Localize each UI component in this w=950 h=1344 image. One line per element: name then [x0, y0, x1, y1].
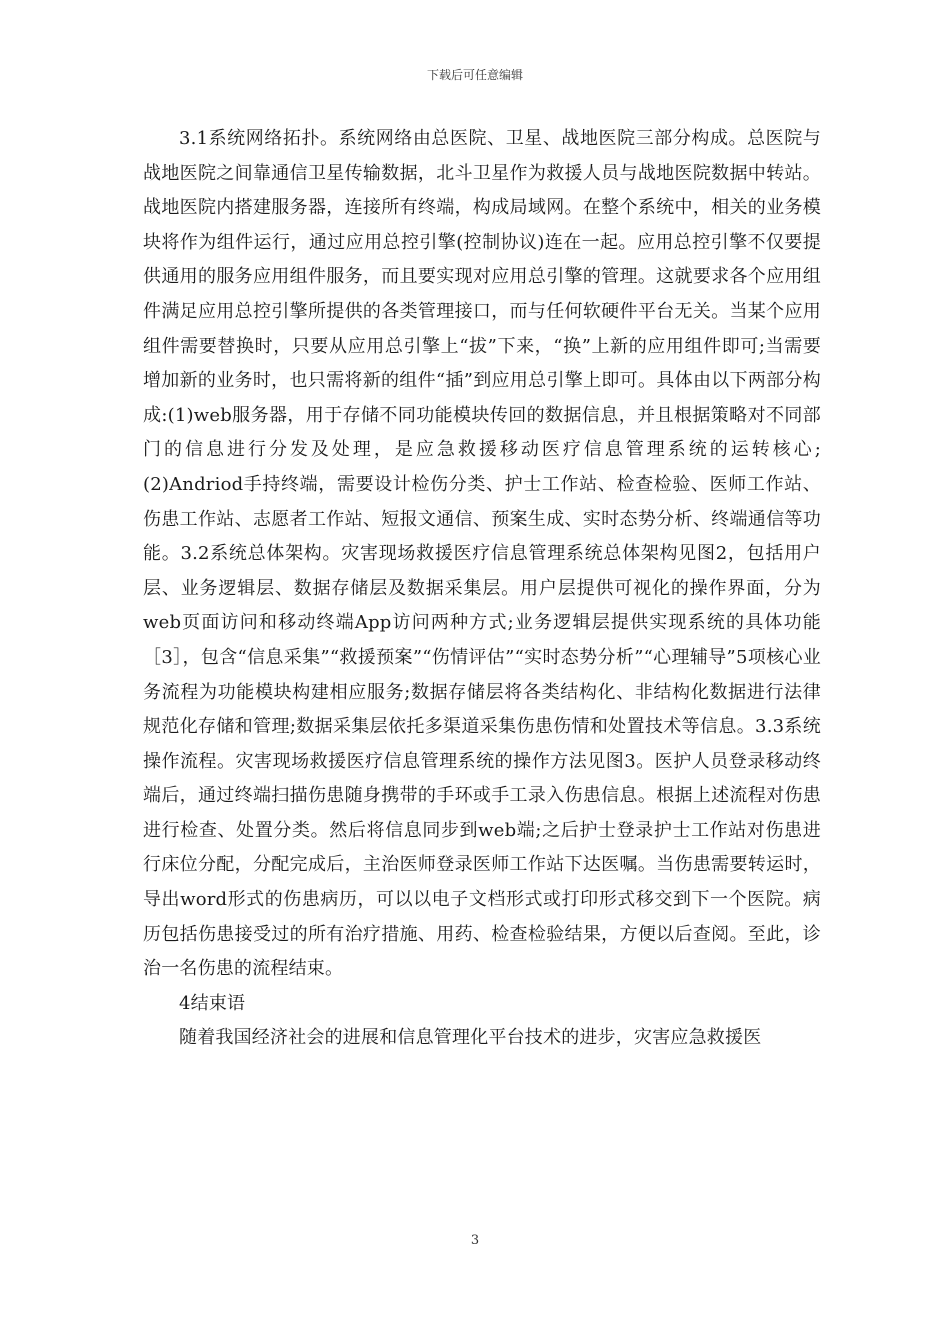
paragraph-conclusion: 随着我国经济社会的进展和信息管理化平台技术的进步，灾害应急救援医	[179, 1027, 762, 1049]
page-header: 下载后可任意编辑	[426, 68, 523, 82]
section-heading-conclusion: 4结束语	[179, 992, 246, 1014]
page-number: 3	[470, 1233, 480, 1248]
document-body	[143, 122, 821, 1056]
paragraph-system-description: 3.1系统网络拓扑。系统网络由总医院、卫星、战地医院三部分构成。总医院与战地医院之间靠通信卫星传输数据，北斗卫星作为救援人员与战地医院数据中转站。战地医院内搭建服务器，连接所有终端，构成局域网。在整个系统中，相关的业务模块将作为组件运行，通过应用总控引擎(控制协议)连在一起。应用总控引擎不仅要提供通用的服务应用组件服务，而且要实现对应用总引擎的管理。这就要求各个应用组件满足应用总控引擎所提供的各类管理接口，而与任何软硬件平台无关。当某个应用组件需要替换时，只要从应用总引擎上“拔”下来，“换”上新的应用组件即可;当需要增加新的业务时，也只需将新的组件“插”到应用总引擎上即可。具体由以下两部分构成:(1)web服务器，用于存储不同功能模块传回的数据信息，并且根据策略对不同部门的信息进行分发及处理，是应急救援移动医疗信息管理系统的运转核心;(2)Andriod手持终端，需要设计检伤分类、护士工作站、检查检验、医师工作站、伤患工作站、志愿者工作站、短报文通信、预案生成、实时态势分析、终端通信等功能。3.2系统总体架构。灾害现场救援医疗信息管理系统总体架构见图2，包括用户层、业务逻辑层、数据存储层及数据采集层。用户层提供可视化的操作界面，分为web页面访问和移动终端App访问两种方式;业务逻辑层提供实现系统的具体功能［3］，包含“信息采集”“救援预案”“伤情评估”“实时态势分析”“心理辅导”5项核心业务流程为功能模块构建相应服务;数据存储层将各类结构化、非结构化数据进行法律规范化存储和管理;数据采集层依托多渠道采集伤患伤情和处置技术等信息。3.3系统操作流程。灾害现场救援医疗信息管理系统的操作方法见图3。医护人员登录移动终端后，通过终端扫描伤患随身携带的手环或手工录入伤患信息。根据上述流程对伤患进行检查、处置分类。然后将信息同步到web端;之后护士登录护士工作站对伤患进行床位分配，分配完成后，主治医师登录医师工作站下达医嘱。当伤患需要转运时，导出word形式的伤患病历，可以以电子文档形式或打印形式移交到下一个医院。病历包括伤患接受过的所有治疗措施、用药、检查检验结果，方便以后查阅。至此，诊治一名伤患的流程结束。	[143, 128, 821, 980]
